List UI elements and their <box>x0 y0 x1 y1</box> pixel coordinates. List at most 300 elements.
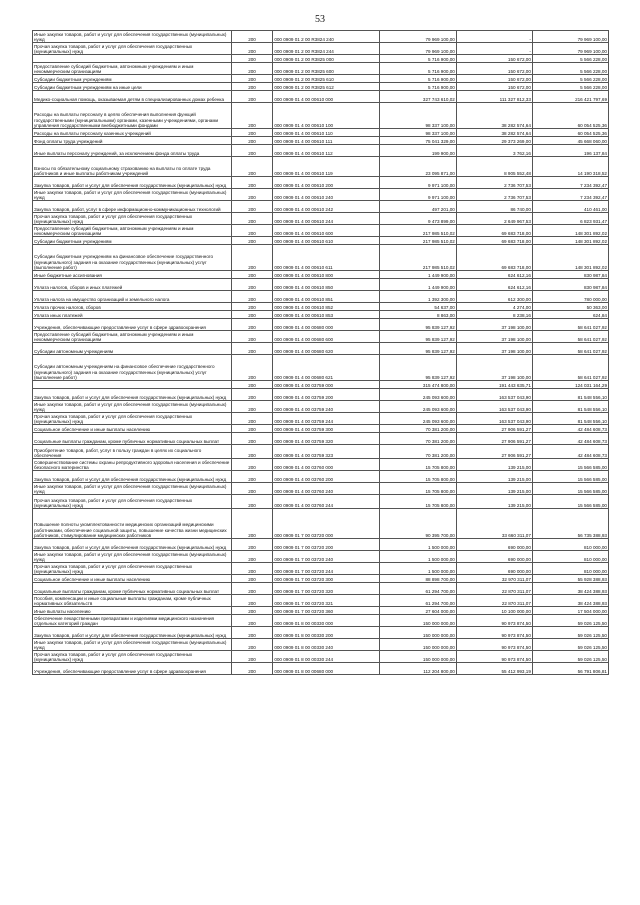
row-approved: 98 337 100,00 <box>379 129 456 137</box>
row-code: 200 <box>231 651 273 663</box>
row-kbk: 000 0909 01 7 00 03720 240 <box>273 551 379 563</box>
row-name: Прочая закупка товаров, работ и услуг для обеспечения государственных (муниципальных) нужд <box>33 563 232 575</box>
row-unexecuted: 15 566 585,00 <box>532 483 608 495</box>
row-kbk: 000 0909 01 4 00 03760 000 <box>273 459 379 471</box>
row-code: 200 <box>231 583 273 595</box>
row-unexecuted: 124 031 164,29 <box>532 381 608 389</box>
row-name: Прочая закупка товаров, работ и услуг для обеспечения государственных (муниципальных) нужд <box>33 413 232 425</box>
row-code: 200 <box>231 445 273 459</box>
row-executed: 150 672,00 <box>456 63 532 75</box>
row-code: 200 <box>231 83 273 91</box>
row-name: Субсидии автономным учреждениям на финансовое обеспечение государственного (муниципального) задания на оказание государственных (муниципальных) услуг (выполнение работ) <box>33 355 232 381</box>
row-name: Иные закупки товаров, работ и услуг для обеспечения государственных (муниципальных) нужд <box>33 483 232 495</box>
row-kbk: 000 0909 01 4 00 03760 240 <box>273 483 379 495</box>
table-row <box>33 389 609 401</box>
row-approved: 1 449 900,00 <box>379 279 456 291</box>
row-name: Иные выплаты персоналу учреждений, за исключением фонда оплаты труда <box>33 145 232 157</box>
row-executed: 150 672,00 <box>456 75 532 83</box>
row-unexecuted: 42 484 608,73 <box>532 425 608 433</box>
row-kbk: 000 0909 01 4 00 03759 200 <box>273 389 379 401</box>
row-kbk: 000 0909 01 8 00 00330 200 <box>273 627 379 639</box>
table-row <box>33 413 609 425</box>
row-code: 200 <box>231 103 273 129</box>
row-unexecuted: 830 987,84 <box>532 279 608 291</box>
row-unexecuted: 59 026 125,50 <box>532 639 608 651</box>
row-kbk: 000 0909 01 8 00 00330 244 <box>273 651 379 663</box>
row-kbk: 000 0909 01 4 00 00610 852 <box>273 303 379 311</box>
table-row <box>33 445 609 459</box>
row-name: Субсидии автономным учреждениям <box>33 343 232 355</box>
row-approved: 70 381 200,00 <box>379 425 456 433</box>
row-name: Повышение полноты укомплектованности медицинских организаций медицинскими работниками, обеспечение социальной защиты, повышение качества жизни медицинских работников, стимулирование медицинских работников <box>33 509 232 539</box>
row-name: Предоставление субсидий бюджетным, автономным учреждениям и иным некоммерческим организациям <box>33 225 232 237</box>
row-code: 200 <box>231 201 273 213</box>
row-code: 200 <box>231 495 273 509</box>
row-unexecuted: 59 026 125,50 <box>532 651 608 663</box>
row-approved: 245 093 600,00 <box>379 413 456 425</box>
row-code: 200 <box>231 663 273 675</box>
row-kbk: 000 0909 01 8 00 00680 000 <box>273 663 379 675</box>
row-executed: 27 906 591,27 <box>456 445 532 459</box>
row-kbk: 000 0909 01 4 00 00610 851 <box>273 291 379 303</box>
table-row <box>33 63 609 75</box>
row-approved: 70 381 200,00 <box>379 433 456 445</box>
row-executed: - <box>456 43 532 55</box>
row-approved: 15 705 800,00 <box>379 471 456 483</box>
row-kbk: 000 0909 01 2 00 R3824 240 <box>273 31 379 43</box>
row-executed: 139 215,00 <box>456 459 532 471</box>
row-kbk: 000 0909 01 4 00 03759 323 <box>273 445 379 459</box>
row-name: Прочая закупка товаров, работ и услуг для обеспечения государственных (муниципальных) нужд <box>33 43 232 55</box>
row-approved: 327 743 610,02 <box>379 91 456 103</box>
row-approved: 15 705 800,00 <box>379 483 456 495</box>
row-kbk: 000 0909 01 4 00 00610 242 <box>273 201 379 213</box>
table-row <box>33 595 609 607</box>
row-executed: 8 905 552,48 <box>456 157 532 177</box>
row-kbk: 000 0909 01 4 00 00610 850 <box>273 279 379 291</box>
row-approved: 112 204 800,00 <box>379 663 456 675</box>
row-approved: 75 041 329,00 <box>379 137 456 145</box>
row-kbk: 000 0909 01 4 00 03759 240 <box>273 401 379 413</box>
table-row <box>33 201 609 213</box>
table-row <box>33 471 609 483</box>
row-approved: 79 969 100,00 <box>379 43 456 55</box>
row-approved: 98 337 100,00 <box>379 103 456 129</box>
row-code: 200 <box>231 291 273 303</box>
row-code: 200 <box>231 245 273 271</box>
table-row <box>33 319 609 331</box>
row-kbk: 000 0909 01 4 00 00610 000 <box>273 91 379 103</box>
row-approved: 150 000 000,00 <box>379 639 456 651</box>
row-approved: 245 093 600,00 <box>379 401 456 413</box>
row-executed: 2 649 967,53 <box>456 213 532 225</box>
row-kbk: 000 0909 01 2 00 R3825 000 <box>273 55 379 63</box>
row-kbk: 000 0909 01 4 00 00610 111 <box>273 137 379 145</box>
row-kbk: 000 0909 01 4 00 00610 611 <box>273 245 379 271</box>
row-kbk: 000 0909 01 4 00 00610 610 <box>273 237 379 245</box>
row-kbk: 000 0909 01 4 00 00610 244 <box>273 213 379 225</box>
table-row <box>33 213 609 225</box>
row-unexecuted: 42 484 608,73 <box>532 445 608 459</box>
row-approved: 9 473 899,00 <box>379 213 456 225</box>
row-approved: 27 604 000,00 <box>379 607 456 615</box>
row-unexecuted: 15 566 585,00 <box>532 459 608 471</box>
table-row <box>33 43 609 55</box>
row-code: 200 <box>231 91 273 103</box>
row-executed: 690 000,00 <box>456 563 532 575</box>
row-executed: 90 973 874,50 <box>456 615 532 627</box>
row-executed: 8 238,16 <box>456 311 532 319</box>
row-name: Иные закупки товаров, работ и услуг для обеспечения государственных (муниципальных) нужд <box>33 189 232 201</box>
row-name: Учреждения, обеспечивающие предоставление услуг в сфере здравоохранения <box>33 663 232 675</box>
row-executed: 29 373 269,00 <box>456 137 532 145</box>
row-name: Фонд оплаты труда учреждений <box>33 137 232 145</box>
row-unexecuted: 148 301 892,02 <box>532 237 608 245</box>
row-unexecuted: 780 000,00 <box>532 291 608 303</box>
row-kbk: 000 0909 01 4 00 00680 620 <box>273 343 379 355</box>
row-kbk: 000 0909 01 7 00 03720 300 <box>273 575 379 583</box>
row-code: 200 <box>231 55 273 63</box>
row-unexecuted: 15 566 585,00 <box>532 495 608 509</box>
row-executed: 139 215,00 <box>456 471 532 483</box>
row-unexecuted: 56 791 806,81 <box>532 663 608 675</box>
row-approved: 95 839 127,92 <box>379 343 456 355</box>
row-name: Уплата налогов, сборов и иных платежей <box>33 279 232 291</box>
row-executed: 111 327 812,33 <box>456 91 532 103</box>
row-executed: 38 282 574,64 <box>456 103 532 129</box>
row-approved: 5 716 900,00 <box>379 83 456 91</box>
table-row <box>33 177 609 189</box>
row-name: Закупка товаров, работ, услуг в сфере информационно-коммуникационных технологий <box>33 201 232 213</box>
table-row <box>33 381 609 389</box>
row-executed: 163 537 043,90 <box>456 389 532 401</box>
row-unexecuted: 15 566 585,00 <box>532 471 608 483</box>
row-kbk: 000 0909 01 4 00 03759 244 <box>273 413 379 425</box>
row-unexecuted: 58 641 027,92 <box>532 319 608 331</box>
row-code: 200 <box>231 483 273 495</box>
row-name <box>33 381 232 389</box>
row-unexecuted: 5 566 228,00 <box>532 83 608 91</box>
row-kbk: 000 0909 01 2 00 R3825 612 <box>273 83 379 91</box>
row-unexecuted: 38 424 388,93 <box>532 595 608 607</box>
row-executed: 37 198 100,00 <box>456 319 532 331</box>
row-code: 200 <box>231 509 273 539</box>
row-name: Прочая закупка товаров, работ и услуг для обеспечения государственных (муниципальных) нужд <box>33 651 232 663</box>
row-unexecuted: 60 054 525,36 <box>532 129 608 137</box>
row-approved: 1 392 300,00 <box>379 291 456 303</box>
row-code: 200 <box>231 311 273 319</box>
row-approved: 95 839 127,92 <box>379 319 456 331</box>
row-kbk: 000 0909 01 4 00 00610 853 <box>273 311 379 319</box>
table-row <box>33 459 609 471</box>
row-unexecuted: 830 987,84 <box>532 271 608 279</box>
table-row <box>33 103 609 129</box>
row-name: Закупка товаров, работ и услуг для обеспечения государственных (муниципальных) нужд <box>33 389 232 401</box>
row-kbk: 000 0909 01 4 00 03760 244 <box>273 495 379 509</box>
row-code: 200 <box>231 189 273 201</box>
row-executed: 55 412 993,19 <box>456 663 532 675</box>
row-name: Иные закупки товаров, работ и услуг для обеспечения государственных (муниципальных) нужд <box>33 639 232 651</box>
row-executed: 69 683 718,00 <box>456 245 532 271</box>
table-row <box>33 495 609 509</box>
row-name: Закупка товаров, работ и услуг для обеспечения государственных (муниципальных) нужд <box>33 471 232 483</box>
row-code: 200 <box>231 271 273 279</box>
row-approved: 9 971 100,00 <box>379 177 456 189</box>
row-name: Предоставление субсидий бюджетным, автономным учреждениям и иным некоммерческим организациям <box>33 331 232 343</box>
table-row <box>33 575 609 583</box>
row-executed: 37 198 100,00 <box>456 331 532 343</box>
row-name: Иные выплаты населению <box>33 607 232 615</box>
row-name: Социальное обеспечение и иные выплаты населению <box>33 575 232 583</box>
row-code: 200 <box>231 63 273 75</box>
row-approved: 217 985 510,02 <box>379 225 456 237</box>
row-unexecuted: 17 504 000,00 <box>532 607 608 615</box>
row-executed: 139 215,00 <box>456 495 532 509</box>
row-executed: 37 198 100,00 <box>456 343 532 355</box>
row-executed: 32 970 311,07 <box>456 575 532 583</box>
table-row <box>33 291 609 303</box>
table-row <box>33 137 609 145</box>
row-unexecuted: 7 234 392,47 <box>532 177 608 189</box>
row-kbk: 000 0909 01 4 00 03759 300 <box>273 425 379 433</box>
table-row <box>33 245 609 271</box>
table-row <box>33 355 609 381</box>
row-code: 200 <box>231 331 273 343</box>
table-row <box>33 615 609 627</box>
row-unexecuted: 216 421 797,69 <box>532 91 608 103</box>
row-code: 200 <box>231 615 273 627</box>
table-row <box>33 483 609 495</box>
row-unexecuted: 58 641 027,92 <box>532 355 608 381</box>
row-executed: 90 973 874,50 <box>456 639 532 651</box>
row-code: 200 <box>231 433 273 445</box>
row-approved: 15 705 800,00 <box>379 459 456 471</box>
table-row <box>33 343 609 355</box>
row-executed: 690 000,00 <box>456 551 532 563</box>
table-row <box>33 157 609 177</box>
row-unexecuted: 81 548 556,10 <box>532 389 608 401</box>
row-executed: 612 300,00 <box>456 291 532 303</box>
row-approved: 1 500 000,00 <box>379 551 456 563</box>
row-name: Иные закупки товаров, работ и услуг для обеспечения государственных (муниципальных) нужд <box>33 401 232 413</box>
row-unexecuted: 14 190 318,52 <box>532 157 608 177</box>
table-row <box>33 433 609 445</box>
row-kbk: 000 0909 01 4 00 00680 600 <box>273 331 379 343</box>
row-executed: 38 282 574,64 <box>456 129 532 137</box>
row-unexecuted: 810 000,00 <box>532 551 608 563</box>
page-number: 53 <box>315 14 325 25</box>
row-kbk: 000 0909 01 7 00 03720 244 <box>273 563 379 575</box>
row-approved: 1 449 900,00 <box>379 271 456 279</box>
row-kbk: 000 0909 01 4 00 00610 119 <box>273 157 379 177</box>
row-name: Социальное обеспечение и иные выплаты населению <box>33 425 232 433</box>
row-name: Учреждения, обеспечивающие предоставление услуг в сфере здравоохранения <box>33 319 232 331</box>
row-approved: 150 000 000,00 <box>379 615 456 627</box>
row-approved: 1 500 000,00 <box>379 539 456 551</box>
row-approved: 95 839 127,92 <box>379 331 456 343</box>
row-kbk: 000 0909 01 4 00 00680 621 <box>273 355 379 381</box>
row-code: 200 <box>231 401 273 413</box>
row-executed: 163 537 043,90 <box>456 413 532 425</box>
row-approved: 8 863,00 <box>379 311 456 319</box>
row-approved: 245 093 600,00 <box>379 389 456 401</box>
row-approved: 54 637,00 <box>379 303 456 311</box>
row-approved: 88 898 700,00 <box>379 575 456 583</box>
row-code: 200 <box>231 137 273 145</box>
table-row <box>33 279 609 291</box>
row-unexecuted: 196 137,84 <box>532 145 608 157</box>
row-code: 200 <box>231 31 273 43</box>
row-approved: 61 294 700,00 <box>379 583 456 595</box>
row-executed: 27 906 591,27 <box>456 425 532 433</box>
row-code: 200 <box>231 563 273 575</box>
row-name: Расходы на выплаты персоналу казенных учреждений <box>33 129 232 137</box>
row-name: Совершенствование системы охраны репродуктивного здоровья населения и обеспечение безопасного материнства <box>34 459 230 470</box>
table-row <box>33 401 609 413</box>
row-kbk: 000 0909 01 4 00 03759 320 <box>273 433 379 445</box>
row-code: 200 <box>231 237 273 245</box>
row-code: 200 <box>231 551 273 563</box>
row-kbk: 000 0909 01 2 00 R3825 600 <box>273 63 379 75</box>
table-row <box>33 271 609 279</box>
row-name: Социальные выплаты гражданам, кроме публичных нормативных социальных выплат <box>33 433 232 445</box>
row-code: 200 <box>231 177 273 189</box>
row-approved: 5 716 900,00 <box>379 75 456 83</box>
row-approved: 150 000 000,00 <box>379 627 456 639</box>
row-unexecuted: 60 054 525,36 <box>532 103 608 129</box>
table-row <box>33 31 609 43</box>
row-unexecuted: 38 424 388,93 <box>532 583 608 595</box>
row-executed: 90 973 874,50 <box>456 627 532 639</box>
row-unexecuted: 55 928 388,93 <box>532 575 608 583</box>
table-row <box>33 627 609 639</box>
row-approved: 61 294 700,00 <box>379 595 456 607</box>
row-code: 200 <box>231 75 273 83</box>
row-name: Прочая закупка товаров, работ и услуг для обеспечения государственных (муниципальных) нужд <box>33 213 232 225</box>
row-code: 200 <box>231 627 273 639</box>
table-row <box>33 563 609 575</box>
row-code: 200 <box>231 575 273 583</box>
row-code: 200 <box>231 639 273 651</box>
row-approved: 23 095 871,00 <box>379 157 456 177</box>
row-name: Иные закупки товаров, работ и услуг для обеспечения государственных (муниципальных) нужд <box>33 31 232 43</box>
row-name: Обеспечение лекарственными препаратами и изделиями медицинского назначения отдельных категорий граждан <box>33 615 232 627</box>
row-name: Уплата иных платежей <box>33 311 232 319</box>
row-code: 200 <box>231 319 273 331</box>
row-executed: 86 740,00 <box>456 201 532 213</box>
row-code: 200 <box>231 595 273 607</box>
table-row <box>33 91 609 103</box>
table-row <box>33 425 609 433</box>
row-unexecuted: 79 969 100,00 <box>532 31 608 43</box>
table-row <box>33 663 609 675</box>
table-row <box>33 311 609 319</box>
row-approved: 217 985 510,02 <box>379 237 456 245</box>
row-name: Предоставление субсидий бюджетным, автономным учреждениям и иным некоммерческим организациям <box>33 63 232 75</box>
row-name: Иные закупки товаров, работ и услуг для обеспечения государственных (муниципальных) нужд <box>33 551 232 563</box>
row-approved: 90 395 700,00 <box>379 509 456 539</box>
table-row <box>33 189 609 201</box>
row-code: 200 <box>231 225 273 237</box>
row-executed: 69 683 718,00 <box>456 225 532 237</box>
row-kbk: 000 0909 01 8 00 00330 000 <box>273 615 379 627</box>
row-unexecuted: 5 566 228,00 <box>532 63 608 75</box>
row-approved: 199 900,00 <box>379 145 456 157</box>
row-approved: 497 201,00 <box>379 201 456 213</box>
row-name: Закупка товаров, работ и услуг для обеспечения государственных (муниципальных) нужд <box>33 539 232 551</box>
row-executed: 624 612,16 <box>456 271 532 279</box>
table-row <box>33 303 609 311</box>
table-row <box>33 129 609 137</box>
table-row <box>33 607 609 615</box>
row-name: Субсидии бюджетным учреждениям <box>33 237 232 245</box>
row-kbk: 000 0909 01 4 00 00610 800 <box>273 271 379 279</box>
row-approved: 217 985 510,02 <box>379 245 456 271</box>
row-code: 200 <box>231 343 273 355</box>
row-name: Закупка товаров, работ и услуг для обеспечения государственных (муниципальных) нужд <box>33 177 232 189</box>
row-code: 200 <box>231 43 273 55</box>
row-unexecuted: 810 000,00 <box>532 563 608 575</box>
row-unexecuted: 58 641 027,92 <box>532 331 608 343</box>
table-row <box>33 75 609 83</box>
row-unexecuted: 148 301 892,02 <box>532 245 608 271</box>
row-unexecuted: 42 484 608,73 <box>532 433 608 445</box>
row-executed: 22 870 311,07 <box>456 583 532 595</box>
row-executed: 90 973 874,50 <box>456 651 532 663</box>
table-row <box>33 55 609 63</box>
row-executed: 2 736 707,53 <box>456 177 532 189</box>
row-name: Медико-социальная помощь, оказываемая детям в специализированных домах ребенка <box>33 91 232 103</box>
table-row <box>33 237 609 245</box>
row-code: 200 <box>231 381 273 389</box>
row-kbk: 000 0909 01 4 00 03760 200 <box>273 471 379 483</box>
row-name: Иные бюджетные ассигнования <box>33 271 232 279</box>
row-code: 200 <box>231 355 273 381</box>
row-code: 200 <box>231 539 273 551</box>
row-executed: 139 215,00 <box>456 483 532 495</box>
row-approved: 15 705 800,00 <box>379 495 456 509</box>
table-row <box>33 509 609 539</box>
row-executed: 150 672,00 <box>456 83 532 91</box>
row-approved: 1 500 000,00 <box>379 563 456 575</box>
row-executed: - <box>456 31 532 43</box>
row-unexecuted: 45 668 060,00 <box>532 137 608 145</box>
row-code: 200 <box>231 425 273 433</box>
row-executed: 690 000,00 <box>456 539 532 551</box>
row-unexecuted: 81 548 556,10 <box>532 413 608 425</box>
row-executed: 27 906 591,27 <box>456 433 532 445</box>
table-row <box>33 145 609 157</box>
row-code: 200 <box>231 157 273 177</box>
row-executed: 163 537 043,90 <box>456 401 532 413</box>
row-executed: 33 660 311,07 <box>456 509 532 539</box>
row-unexecuted: 5 566 228,00 <box>532 75 608 83</box>
budget-table-container <box>32 30 609 675</box>
budget-table-body <box>33 31 609 675</box>
budget-execution-table <box>32 30 609 675</box>
row-unexecuted: 56 735 388,93 <box>532 509 608 539</box>
row-unexecuted: 59 026 125,50 <box>532 627 608 639</box>
row-executed: 4 274,00 <box>456 303 532 311</box>
row-kbk: 000 0909 01 7 00 03720 000 <box>273 509 379 539</box>
row-code: 200 <box>231 459 273 471</box>
row-code: 200 <box>231 303 273 311</box>
row-code: 200 <box>231 145 273 157</box>
row-unexecuted: 7 234 392,47 <box>532 189 608 201</box>
row-unexecuted: 81 548 556,10 <box>532 401 608 413</box>
row-code: 200 <box>231 413 273 425</box>
table-row <box>33 83 609 91</box>
